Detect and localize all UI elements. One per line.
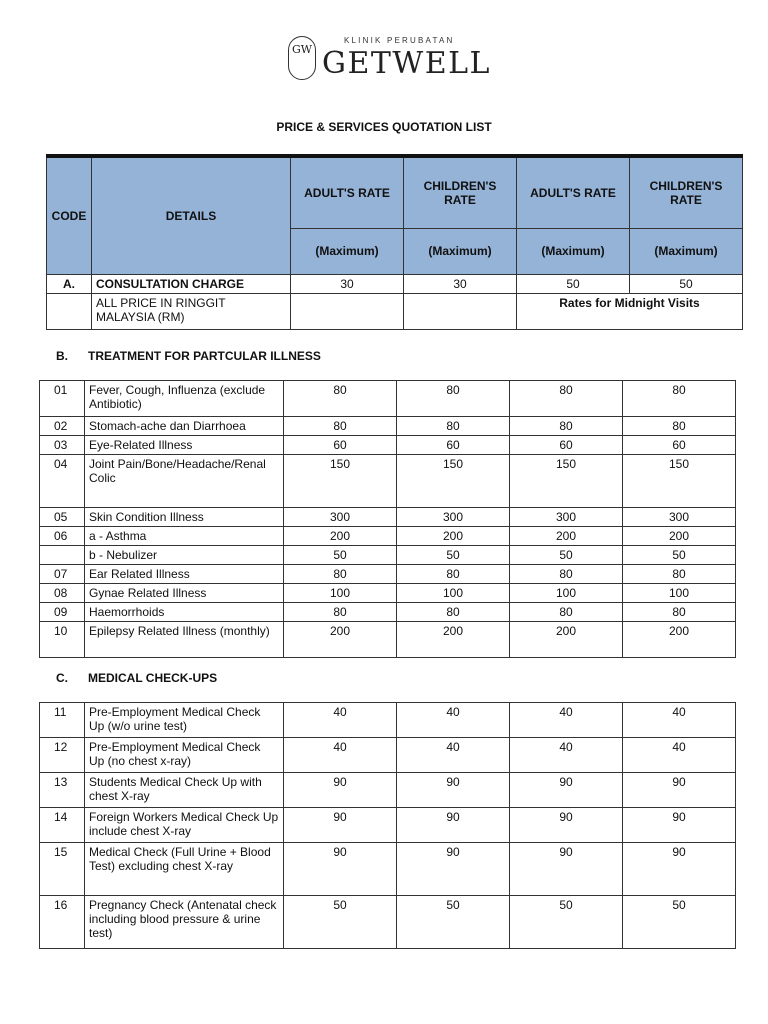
- logo-monogram: GW: [288, 36, 316, 80]
- table-row: [40, 455, 736, 508]
- row-value: 300: [284, 508, 397, 527]
- row-details: Pre-Employment Medical Check Up (no chest x-ray): [85, 738, 284, 773]
- midnight-visits-label: Rates for Midnight Visits: [517, 293, 743, 329]
- row-value: 50: [630, 274, 743, 293]
- row-value: 30: [291, 274, 404, 293]
- table-row: [40, 773, 736, 808]
- row-details: Stomach-ache dan Diarrhoea: [85, 417, 284, 436]
- table-row: [47, 293, 743, 329]
- clinic-logo: [288, 36, 491, 82]
- row-value: 90: [397, 773, 510, 808]
- row-value: 200: [510, 622, 623, 658]
- row-value: 100: [623, 584, 736, 603]
- row-value: 60: [284, 436, 397, 455]
- row-value: 90: [623, 808, 736, 843]
- table-row: [40, 508, 736, 527]
- row-code: 07: [40, 565, 85, 584]
- header-children-rate: CHILDREN'S RATE: [404, 156, 517, 228]
- currency-note: ALL PRICE IN RINGGIT MALAYSIA (RM): [92, 293, 291, 329]
- header-adult-rate: ADULT'S RATE: [291, 156, 404, 228]
- row-value: 50: [397, 896, 510, 949]
- row-details: Joint Pain/Bone/Headache/Renal Colic: [85, 455, 284, 508]
- row-value: 90: [510, 843, 623, 896]
- row-value: 200: [623, 622, 736, 658]
- row-code: 05: [40, 508, 85, 527]
- medical-checkup-table: [39, 702, 736, 949]
- row-value: 50: [623, 896, 736, 949]
- row-value: 90: [510, 808, 623, 843]
- table-row: [40, 622, 736, 658]
- table-row: [47, 274, 743, 293]
- row-code: 10: [40, 622, 85, 658]
- row-value: 30: [404, 274, 517, 293]
- row-value: 80: [510, 565, 623, 584]
- row-value: 50: [623, 546, 736, 565]
- logo-wordmark: GETWELL: [322, 46, 491, 81]
- row-code: 02: [40, 417, 85, 436]
- row-details: CONSULTATION CHARGE: [92, 274, 291, 293]
- row-value: 100: [397, 584, 510, 603]
- row-details: Foreign Workers Medical Check Up include chest X-ray: [85, 808, 284, 843]
- row-value: 90: [284, 808, 397, 843]
- row-code: 11: [40, 703, 85, 738]
- row-code: 04: [40, 455, 85, 508]
- row-value: 200: [510, 527, 623, 546]
- row-value: 60: [623, 436, 736, 455]
- section-title: TREATMENT FOR PARTCULAR ILLNESS: [88, 349, 321, 363]
- row-code: 06: [40, 527, 85, 546]
- row-code: 03: [40, 436, 85, 455]
- row-value: 300: [397, 508, 510, 527]
- row-value: 40: [623, 703, 736, 738]
- row-value: 200: [397, 622, 510, 658]
- row-value: 200: [397, 527, 510, 546]
- document-title: PRICE & SERVICES QUOTATION LIST: [276, 120, 492, 134]
- row-value: 80: [397, 417, 510, 436]
- row-details: Gynae Related Illness: [85, 584, 284, 603]
- consultation-table: [46, 154, 743, 330]
- table-row: [40, 843, 736, 896]
- row-value: 150: [397, 455, 510, 508]
- row-value: 150: [510, 455, 623, 508]
- table-row: [40, 896, 736, 949]
- row-value: 80: [397, 565, 510, 584]
- row-value: 80: [623, 565, 736, 584]
- header-details: DETAILS: [92, 156, 291, 274]
- row-code: 08: [40, 584, 85, 603]
- row-details: Haemorrhoids: [85, 603, 284, 622]
- table-row: [40, 417, 736, 436]
- row-details: Pregnancy Check (Antenatal check including blood pressure & urine test): [85, 896, 284, 949]
- section-c-heading: [56, 671, 217, 685]
- row-value: 40: [284, 738, 397, 773]
- table-row: [40, 527, 736, 546]
- row-value: 50: [510, 896, 623, 949]
- row-details: Medical Check (Full Urine + Blood Test) excluding chest X-ray: [85, 843, 284, 896]
- row-value: 60: [510, 436, 623, 455]
- row-code: [40, 546, 85, 565]
- table-row: [40, 584, 736, 603]
- header-adult-rate-midnight: ADULT'S RATE: [517, 156, 630, 228]
- row-value: 50: [510, 546, 623, 565]
- row-value: 90: [397, 808, 510, 843]
- section-title: MEDICAL CHECK-UPS: [88, 671, 218, 685]
- header-code: CODE: [47, 156, 92, 274]
- table-row: [40, 808, 736, 843]
- row-value: 80: [623, 417, 736, 436]
- table-row: [40, 738, 736, 773]
- row-value: 80: [510, 603, 623, 622]
- row-value: 50: [517, 274, 630, 293]
- row-value: 90: [623, 843, 736, 896]
- table-row: [40, 603, 736, 622]
- row-value: 50: [397, 546, 510, 565]
- section-b-heading: [56, 349, 321, 363]
- row-value: 150: [623, 455, 736, 508]
- row-value: 200: [284, 622, 397, 658]
- header-maximum: (Maximum): [630, 228, 743, 274]
- row-value: 300: [623, 508, 736, 527]
- row-code: 01: [40, 381, 85, 417]
- row-details: Students Medical Check Up with chest X-ray: [85, 773, 284, 808]
- table-row: [40, 546, 736, 565]
- row-code: 14: [40, 808, 85, 843]
- row-value: 90: [284, 843, 397, 896]
- row-value: 80: [284, 565, 397, 584]
- row-details: Pre-Employment Medical Check Up (w/o urine test): [85, 703, 284, 738]
- row-value: 80: [284, 417, 397, 436]
- section-letter: B.: [56, 349, 68, 363]
- row-value: 100: [284, 584, 397, 603]
- table-row: [40, 436, 736, 455]
- row-details: Fever, Cough, Influenza (exclude Antibiotic): [85, 381, 284, 417]
- row-value: 80: [623, 381, 736, 417]
- row-value: 40: [623, 738, 736, 773]
- table-row: [40, 703, 736, 738]
- section-letter: C.: [56, 671, 68, 685]
- row-value: 80: [284, 603, 397, 622]
- row-details: Epilepsy Related Illness (monthly): [85, 622, 284, 658]
- row-value: 90: [623, 773, 736, 808]
- row-value: 40: [397, 738, 510, 773]
- header-children-rate-midnight: CHILDREN'S RATE: [630, 156, 743, 228]
- logo-subtitle: KLINIK PERUBATAN: [344, 36, 455, 45]
- row-value: 80: [510, 417, 623, 436]
- row-value: 200: [623, 527, 736, 546]
- row-value: 90: [284, 773, 397, 808]
- row-details: Eye-Related Illness: [85, 436, 284, 455]
- illness-treatment-table: [39, 380, 736, 658]
- row-value: 80: [284, 381, 397, 417]
- row-value: 80: [510, 381, 623, 417]
- row-details: a - Asthma: [85, 527, 284, 546]
- row-value: 60: [397, 436, 510, 455]
- row-value: 300: [510, 508, 623, 527]
- row-value: 150: [284, 455, 397, 508]
- row-value: 80: [397, 603, 510, 622]
- row-value: 50: [284, 896, 397, 949]
- row-details: Ear Related Illness: [85, 565, 284, 584]
- row-value: 200: [284, 527, 397, 546]
- table-row: [40, 565, 736, 584]
- row-code: 16: [40, 896, 85, 949]
- header-maximum: (Maximum): [517, 228, 630, 274]
- table-row: [40, 381, 736, 417]
- row-code: 13: [40, 773, 85, 808]
- row-details: Skin Condition Illness: [85, 508, 284, 527]
- row-value: 100: [510, 584, 623, 603]
- header-maximum: (Maximum): [291, 228, 404, 274]
- row-value: 50: [284, 546, 397, 565]
- row-code: 15: [40, 843, 85, 896]
- row-value: 90: [510, 773, 623, 808]
- row-code: A.: [47, 274, 92, 293]
- row-value: 80: [397, 381, 510, 417]
- row-value: 90: [397, 843, 510, 896]
- header-maximum: (Maximum): [404, 228, 517, 274]
- row-code: 12: [40, 738, 85, 773]
- row-details: b - Nebulizer: [85, 546, 284, 565]
- row-value: 40: [510, 703, 623, 738]
- row-value: 40: [397, 703, 510, 738]
- row-code: 09: [40, 603, 85, 622]
- row-value: 40: [510, 738, 623, 773]
- row-value: 80: [623, 603, 736, 622]
- row-value: 40: [284, 703, 397, 738]
